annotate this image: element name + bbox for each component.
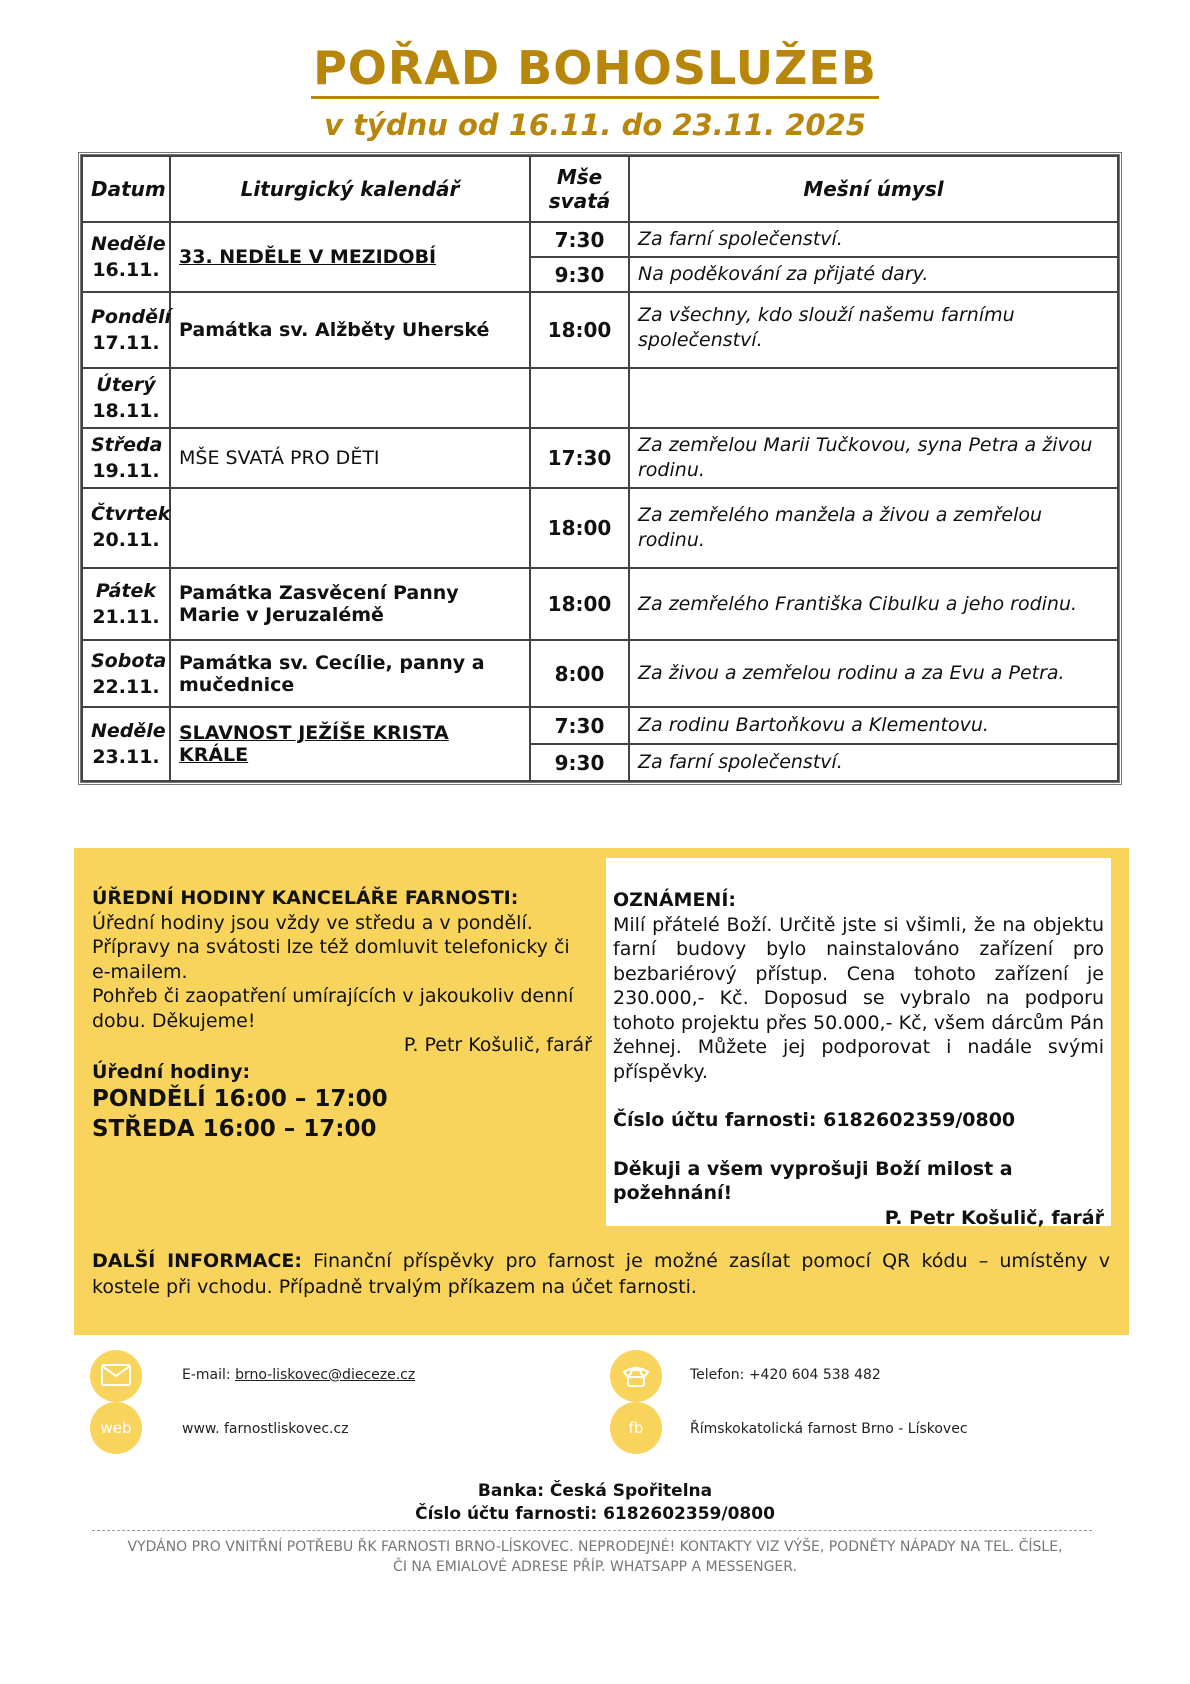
- header-date: Datum: [82, 156, 170, 222]
- day-date: 22.11.: [92, 675, 160, 698]
- mail-icon: [90, 1350, 142, 1402]
- mass-time: 9:30: [530, 257, 629, 292]
- calendar-cell: Památka Zasvěcení Panny Marie v Jeruzalémě: [170, 568, 530, 640]
- date-cell: [82, 222, 170, 292]
- day-name: Úterý: [96, 374, 156, 396]
- more-info: [92, 1248, 1110, 1300]
- notice-body: Milí přátelé Boží. Určitě jste si všimli, že na objektu farní budovy bylo nainstalováno zařízení pro bezbariérový přístup. Cena tohoto zařízení je 230.000,- Kč. Doposud se vybralo na podporu tohoto projektu přes 50.000,- Kč, všem dárcům Pán žehnej. Můžete jej podporovat i nadále svými příspěvky.: [613, 913, 1104, 1083]
- date-cell: [82, 292, 170, 368]
- date-cell: [82, 368, 170, 428]
- mass-time: 7:30: [530, 222, 629, 257]
- mass-intention: Za farní společenství.: [629, 222, 1118, 257]
- day-name: Neděle: [91, 233, 166, 255]
- email-link[interactable]: brno-liskovec@dieceze.cz: [235, 1367, 416, 1383]
- day-date: 16.11.: [92, 259, 160, 281]
- mass-time: 18:00: [530, 568, 629, 640]
- footer-line-2: ČI NA EMIALOVÉ ADRESE PŘÍP. WHATSAPP A MESSENGER.: [393, 1559, 797, 1575]
- office-signature: P. Petr Košulič, farář: [403, 1034, 592, 1056]
- mass-time: 7:30: [530, 707, 629, 744]
- mass-intention: Za rodinu Bartoňkovu a Klementovu.: [629, 707, 1118, 744]
- office-text-1: Úřední hodiny jsou vždy ve středu a v pondělí.: [92, 911, 533, 934]
- hours-monday: PONDĚLÍ 16:00 – 17:00: [92, 1086, 388, 1112]
- page-subtitle: v týdnu od 16.11. do 23.11. 2025: [324, 108, 866, 142]
- more-info-heading: DALŠÍ INFORMACE:: [92, 1250, 302, 1272]
- notice-heading: OZNÁMENÍ:: [613, 889, 736, 911]
- office-text-2: Přípravy na svátosti lze též domluvit telefonicky či e-mailem.: [92, 936, 570, 983]
- page-title: POŘAD BOHOSLUŽEB: [311, 40, 879, 99]
- calendar-cell: [170, 707, 530, 781]
- notice-thanks: Děkuji a všem vyprošuji Boží milost a požehnání!: [613, 1157, 1013, 1204]
- date-cell: [82, 568, 170, 640]
- header-calendar: Liturgický kalendář: [170, 156, 530, 222]
- mass-time: 9:30: [530, 744, 629, 781]
- mass-time: 18:00: [530, 292, 629, 368]
- calendar-text: 33. NEDĚLE V MEZIDOBÍ: [179, 246, 437, 268]
- header-mass: Mše svatá: [530, 156, 629, 222]
- notice-account: Číslo účtu farnosti: 6182602359/0800: [613, 1109, 1016, 1131]
- mass-intention: Za zemřelou Marii Tučkovou, syna Petra a živou rodinu.: [629, 428, 1118, 488]
- table-row: [82, 488, 1118, 568]
- table-row: [82, 568, 1118, 640]
- calendar-cell: [170, 368, 530, 428]
- office-heading: ÚŘEDNÍ HODINY KANCELÁŘE FARNOSTI:: [92, 887, 519, 909]
- day-name: Pondělí: [91, 306, 172, 328]
- bank-info: [0, 1480, 1190, 1526]
- day-date: 20.11.: [92, 529, 160, 551]
- contact-facebook[interactable]: Římskokatolická farnost Brno - Lískovec: [690, 1421, 968, 1437]
- hours-heading: Úřední hodiny:: [92, 1060, 251, 1083]
- mass-intention: Za zemřelého Františka Cibulku a jeho rodinu.: [629, 568, 1118, 640]
- footer-note: [90, 1537, 1100, 1577]
- day-date: 21.11.: [92, 606, 160, 628]
- date-cell: [82, 640, 170, 707]
- office-hours-section: [92, 886, 592, 1144]
- calendar-cell: Památka sv. Cecílie, panny a mučednice: [170, 640, 530, 707]
- page-title-wrap: [0, 40, 1190, 99]
- calendar-cell: [170, 222, 530, 292]
- header-intention: Mešní úmysl: [629, 156, 1118, 222]
- footer-divider: [92, 1530, 1092, 1531]
- mass-intention: Za zemřelého manžela a živou a zemřelou rodinu.: [629, 488, 1118, 568]
- calendar-cell: Památka sv. Alžběty Uherské: [170, 292, 530, 368]
- day-date: 17.11.: [92, 332, 160, 354]
- schedule-table-frame: [78, 152, 1122, 785]
- day-name: Neděle: [91, 720, 166, 742]
- hours-wednesday: STŘEDA 16:00 – 17:00: [92, 1116, 377, 1142]
- mass-intention: [629, 368, 1118, 428]
- date-cell: [82, 707, 170, 781]
- facebook-icon: fb: [610, 1402, 662, 1454]
- mass-intention: Za farní společenství.: [629, 744, 1118, 781]
- notice-signature: P. Petr Košulič, farář: [884, 1206, 1104, 1229]
- day-name: Středa: [91, 434, 163, 456]
- day-name: Čtvrtek: [91, 503, 171, 525]
- table-row: [82, 292, 1118, 368]
- mass-time: 17:30: [530, 428, 629, 488]
- email-label: E-mail:: [182, 1367, 236, 1383]
- table-row: [82, 707, 1118, 744]
- day-date: 23.11.: [92, 746, 160, 768]
- bank-account: Číslo účtu farnosti: 6182602359/0800: [415, 1504, 775, 1524]
- date-cell: [82, 428, 170, 488]
- calendar-cell: [170, 488, 530, 568]
- office-text-3: Pohřeb či zaopatření umírajících v jakoukoliv denní dobu. Děkujeme!: [92, 985, 574, 1032]
- day-date: 18.11.: [92, 400, 160, 422]
- table-row: [82, 368, 1118, 428]
- bank-name: Banka: Česká Spořitelna: [477, 1481, 713, 1501]
- contact-phone: Telefon: +420 604 538 482: [690, 1367, 881, 1383]
- contact-email: [182, 1367, 415, 1383]
- table-row: [82, 640, 1118, 707]
- more-info-text: Finanční příspěvky pro farnost je možné zasílat pomocí QR kódu – umístěny v kostele při vchodu. Případně trvalým příkazem na účet farnosti.: [92, 1250, 1110, 1298]
- day-date: 19.11.: [92, 460, 160, 482]
- mass-time: 8:00: [530, 640, 629, 707]
- date-cell: [82, 488, 170, 568]
- mass-intention: Za živou a zemřelou rodinu a za Evu a Petra.: [629, 640, 1118, 707]
- footer-line-1: VYDÁNO PRO VNITŘNÍ POTŘEBU ŘK FARNOSTI BRNO-LÍSKOVEC. NEPRODEJNÉ! KONTAKTY VIZ VÝŠE, PODNĚTY NÁPADY NA TEL. ČÍSLE,: [127, 1539, 1063, 1555]
- day-name: Sobota: [91, 649, 167, 672]
- day-name: Pátek: [95, 580, 157, 602]
- table-row: [82, 222, 1118, 257]
- calendar-cell: MŠE SVATÁ PRO DĚTI: [170, 428, 530, 488]
- phone-icon: [610, 1350, 662, 1402]
- web-icon: web: [90, 1402, 142, 1454]
- calendar-text: SLAVNOST JEŽÍŠE KRISTA KRÁLE: [179, 722, 449, 766]
- mass-time: 18:00: [530, 488, 629, 568]
- table-row: [82, 428, 1118, 488]
- schedule-table: [81, 155, 1119, 782]
- notice-box: [606, 858, 1111, 1229]
- mass-intention: Na poděkování za přijaté dary.: [629, 257, 1118, 292]
- mass-time: [530, 368, 629, 428]
- table-header-row: [82, 156, 1118, 222]
- info-panel: [74, 848, 1129, 1335]
- mass-intention: Za všechny, kdo slouží našemu farnímu společenství.: [629, 292, 1118, 368]
- contact-web[interactable]: www. farnostliskovec.cz: [182, 1421, 349, 1437]
